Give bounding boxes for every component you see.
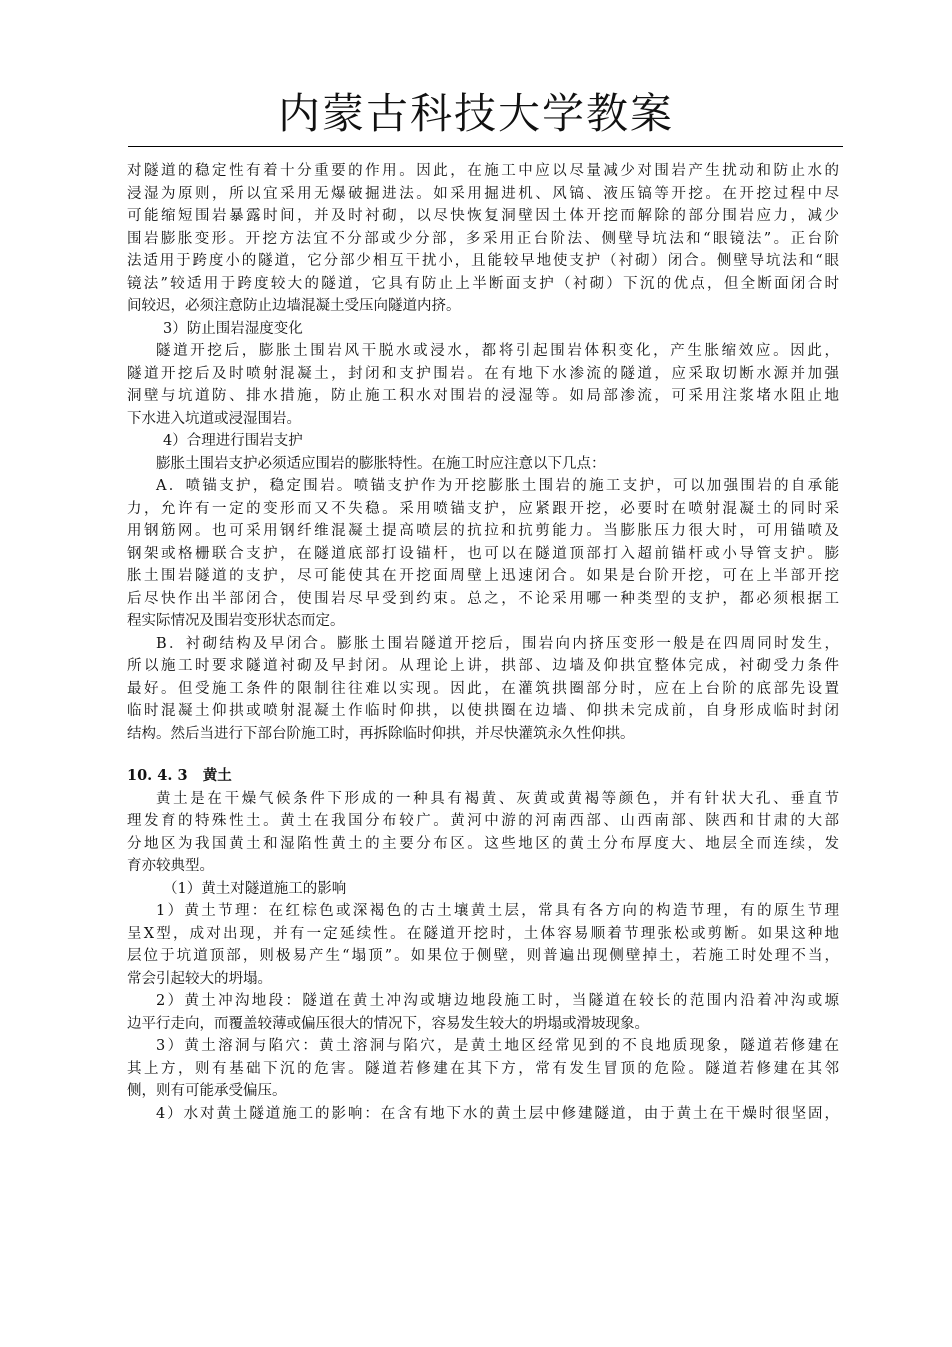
text-line: 用钢筋网。也可采用钢纤维混凝土提高喷层的抗拉和抗剪能力。当膨胀压力很大时，可用锚喷及 <box>127 523 839 539</box>
text-line: 层位于坑道顶部，则极易产生“塌顶”。如果位于侧壁，则普遍出现侧壁掉土，若施工时处理不当， <box>127 948 839 964</box>
text-line: 力，允许有一定的变形而又不失稳。采用喷锚支护，应紧跟开挖，必要时在喷射混凝土的同时采 <box>127 500 839 517</box>
section-gap <box>127 745 839 765</box>
text-line: 可能缩短围岩暴露时间，并及时衬砌，以尽快恢复洞壁因土体开挖而解除的部分围岩应力，减少 <box>127 208 839 224</box>
text-line: 法适用于跨度小的隧道，它分部少相互干扰小，且能较早地使支护（衬砌）闭合。侧壁导坑法和“眼 <box>127 253 839 269</box>
text-line: 胀土围岩隧道的支护，尽可能使其在开挖面周壁上迅速闭合。如果是台阶开挖，可在上半部开挖 <box>127 568 839 584</box>
text-line: 膨胀土围岩支护必须适应围岩的膨胀特性。在施工时应注意以下几点： <box>156 455 606 472</box>
text-line: 镜法”较适用于跨度较大的隧道，它具有防止上半断面支护（衬砌）下沉的优点，但全断面闭合时 <box>127 275 839 292</box>
subheading <box>127 430 839 453</box>
text-line: 隧道开挖后及时喷射混凝土，封闭和支护围岩。在有地下水渗流的隧道，应采取切断水源并加强 <box>127 365 839 382</box>
document-body <box>127 160 839 1125</box>
text-line: 对隧道的稳定性有着十分重要的作用。因此，在施工中应以尽量减少对围岩产生扰动和防止水的 <box>127 163 839 179</box>
text-line: 下水进入坑道或浸湿围岩。 <box>127 410 301 427</box>
text-line: 隧道开挖后，膨胀土围岩风干脱水或浸水，都将引起围岩体积变化，产生胀缩效应。因此， <box>156 343 839 359</box>
section-number: 10. 4. 3 <box>127 767 188 784</box>
header-divider <box>128 146 843 147</box>
subheading <box>127 318 839 341</box>
text-line: 后尽快作出半部闭合，使围岩尽早受到约束。总之，不论采用哪一种类型的支护，都必须根据工 <box>127 590 839 607</box>
text-line: 间较迟，必须注意防止边墙混凝土受压向隧道内挤。 <box>127 298 461 314</box>
page-header-title: 内蒙古科技大学教案 <box>277 89 674 138</box>
section-title: 黄土 <box>202 767 232 784</box>
text-line: （1）黄土对隧道施工的影响 <box>163 880 347 897</box>
text-line: 3）黄土溶洞与陷穴：黄土溶洞与陷穴，是黄土地区经常见到的不良地质现象，隧道若修建在 <box>156 1038 839 1054</box>
text-line: 结构。然后当进行下部台阶施工时，再拆除临时仰拱，并尽快灌筑永久性仰拱。 <box>127 725 635 742</box>
paragraph <box>127 160 839 318</box>
text-line: 边平行走向，而覆盖较薄或偏压很大的情况下，容易发生较大的坍塌或滑坡现象。 <box>127 1015 649 1032</box>
text-line: 其上方，则有基础下沉的危害。隧道若修建在其下方，常有发生冒顶的危险。隧道若修建在其邻 <box>127 1060 839 1077</box>
paragraph <box>127 633 839 746</box>
text-line: 呈X型，成对出现，并有一定延续性。在隧道开挖时，土体容易顺着节理张松或剪断。如果这种地 <box>127 925 839 942</box>
text-line: 黄土是在干燥气候条件下形成的一种具有褐黄、灰黄或黄褐等颜色，并有针状大孔、垂直节 <box>156 790 839 807</box>
text-line: B．衬砌结构及早闭合。膨胀土围岩隧道开挖后，围岩向内挤压变形一般是在四周同时发生， <box>156 635 839 652</box>
section-heading <box>127 765 839 788</box>
text-line: 围岩膨胀变形。开挖方法宜不分部或少分部，多采用正台阶法、侧壁导坑法和“眼镜法”。正台阶 <box>127 230 839 247</box>
text-line: 常会引起较大的坍塌。 <box>127 970 272 987</box>
subheading <box>127 878 839 901</box>
text-line: 4）合理进行围岩支护 <box>163 433 303 449</box>
paragraph <box>127 1103 839 1126</box>
text-line: 育亦较典型。 <box>127 858 214 874</box>
text-line: 3）防止围岩湿度变化 <box>163 320 303 337</box>
text-line: 理发育的特殊性土。黄土在我国分布较广。黄河中游的河南西部、山西南部、陕西和甘肃的大部 <box>127 813 839 829</box>
text-line: A．喷锚支护，稳定围岩。喷锚支护作为开挖膨胀土围岩的施工支护，可以加强围岩的自承能 <box>156 478 839 494</box>
paragraph <box>127 990 839 1035</box>
text-line: 浸湿为原则，所以宜采用无爆破掘进法。如采用掘进机、风镐、液压镐等开挖。在开挖过程中尽 <box>127 185 839 202</box>
text-line: 钢架或格栅联合支护，在隧道底部打设锚杆，也可以在隧道顶部打入超前锚杆或小导管支护。膨 <box>127 545 839 562</box>
text-line: 4）水对黄土隧道施工的影响：在含有地下水的黄土层中修建隧道，由于黄土在干燥时很坚固， <box>156 1105 839 1122</box>
paragraph <box>127 453 839 476</box>
text-line: 2）黄土冲沟地段：隧道在黄土冲沟或塘边地段施工时，当隧道在较长的范围内沿着冲沟或塬 <box>156 993 839 1009</box>
text-line: 侧，则有可能承受偏压。 <box>127 1083 287 1099</box>
text-line: 1）黄土节理：在红棕色或深褐色的古土壤黄土层，常具有各方向的构造节理，有的原生节理 <box>156 903 839 919</box>
text-line: 临时混凝土仰拱或喷射混凝土作临时仰拱，以使拱圈在边墙、仰拱未完成前，自身形成临时封闭 <box>127 703 839 719</box>
paragraph <box>127 475 839 633</box>
paragraph <box>127 1035 839 1103</box>
text-line: 最好。但受施工条件的限制往往难以实现。因此，在灌筑拱圈部分时，应在上台阶的底部先设置 <box>127 680 839 697</box>
text-line: 分地区为我国黄土和湿陷性黄土的主要分布区。这些地区的黄土分布厚度大、地层全而连续，发 <box>127 835 839 852</box>
paragraph <box>127 900 839 990</box>
paragraph <box>127 788 839 878</box>
paragraph <box>127 340 839 430</box>
text-line: 程实际情况及围岩变形状态而定。 <box>127 613 345 629</box>
text-line: 洞壁与坑道防、排水措施，防止施工积水对围岩的浸湿等。如局部渗流，可采用注浆堵水阻止地 <box>127 388 839 404</box>
text-line: 所以施工时要求隧道衬砌及早封闭。从理论上讲，拱部、边墙及仰拱宜整体完成，衬砌受力条件 <box>127 658 839 674</box>
